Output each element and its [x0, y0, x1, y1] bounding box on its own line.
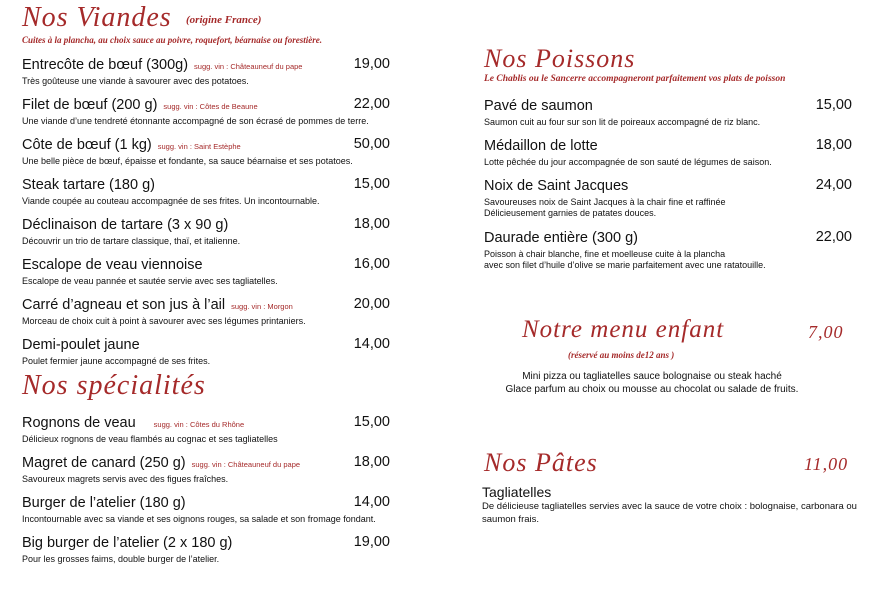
enfant-description — [462, 370, 842, 396]
item-name: Burger de l’atelier (180 g) — [22, 495, 186, 511]
wine-suggestion: sugg. vin : Côtes du Rhône — [153, 420, 245, 429]
item-price: 18,00 — [815, 137, 852, 153]
wine-suggestion: sugg. vin : Châteauneuf du pape — [194, 62, 303, 71]
item-description: Viande coupée au couteau accompagnée de ses frites. Un incontournable. — [22, 196, 320, 206]
enfant-price: 7,00 — [808, 322, 844, 342]
specialites-list — [22, 414, 390, 574]
item-price: 15,00 — [353, 176, 390, 192]
item-price: 19,00 — [353, 56, 390, 72]
item-description: Incontournable avec sa viande et ses oignons rouges, sa salade et son fromage fondant. — [22, 514, 376, 524]
menu-item — [22, 96, 390, 136]
menu-item — [484, 97, 852, 137]
item-price: 18,00 — [353, 454, 390, 470]
item-description: Savoureuses noix de Saint Jacques à la chair fine et raffinée — [484, 197, 726, 207]
item-price: 24,00 — [815, 177, 852, 193]
item-description: Poisson à chair blanche, fine et moelleuse cuite à la plancha — [484, 249, 726, 259]
menu-item — [484, 137, 852, 177]
item-description: Une belle pièce de bœuf, épaisse et fondante, sa sauce béarnaise et ses potatoes. — [22, 156, 353, 166]
menu-item — [22, 454, 390, 494]
poissons-list — [484, 97, 852, 281]
item-description: Très goûteuse une viande à savourer avec des potatoes. — [22, 76, 249, 86]
item-name: Magret de canard (250 g) — [22, 455, 186, 471]
menu-item — [22, 216, 390, 256]
item-price: 14,00 — [353, 336, 390, 352]
viandes-list — [22, 56, 390, 376]
item-description: Morceau de choix cuit à point à savourer avec ses légumes printaniers. — [22, 316, 306, 326]
menu-item — [484, 229, 852, 281]
viandes-subtitle: Cuites à la plancha, au choix sauce au poivre, roquefort, béarnaise ou forestière. — [22, 35, 323, 45]
menu-item — [22, 296, 390, 336]
wine-suggestion: sugg. vin : Morgon — [231, 302, 293, 311]
item-price: 20,00 — [353, 296, 390, 312]
item-description: Découvrir un trio de tartare classique, thaï, et italienne. — [22, 236, 241, 246]
item-name: Pavé de saumon — [484, 98, 593, 114]
item-price: 22,00 — [353, 96, 390, 112]
wine-suggestion: sugg. vin : Côtes de Beaune — [163, 102, 258, 111]
item-price: 50,00 — [353, 136, 390, 152]
viandes-origin: (origine France) — [186, 14, 262, 26]
wine-suggestion: sugg. vin : Saint Estèphe — [157, 142, 241, 151]
item-price: 14,00 — [353, 494, 390, 510]
item-description: Escalope de veau pannée et sautée servie avec ses tagliatelles. — [22, 276, 278, 286]
menu-item — [22, 494, 390, 534]
item-name: Big burger de l’atelier (2 x 180 g) — [22, 535, 233, 551]
wine-suggestion: sugg. vin : Châteauneuf du pape — [191, 460, 301, 469]
item-description: Une viande d’une tendreté étonnante accompagné de son écrasé de pommes de terre. — [22, 116, 369, 126]
item-name: Daurade entière (300 g) — [484, 230, 638, 246]
menu-item — [22, 256, 390, 296]
pates-title: Nos Pâtes — [484, 448, 598, 477]
menu-item — [484, 177, 852, 229]
enfant-age-note: (réservé au moins de12 ans ) — [568, 350, 675, 360]
item-price: 22,00 — [815, 229, 852, 245]
item-price: 15,00 — [353, 414, 390, 430]
enfant-title: Notre menu enfant — [522, 316, 725, 343]
specialites-title: Nos spécialités — [22, 370, 206, 401]
menu-item — [22, 136, 390, 176]
item-description-2: avec son filet d’huile d’olive se marie parfaitement avec une ratatouille. — [484, 260, 766, 270]
menu-item — [22, 414, 390, 454]
menu-item — [22, 534, 390, 574]
menu-item — [22, 176, 390, 216]
item-name: Entrecôte de bœuf (300g) — [22, 57, 189, 73]
item-description: Pour les grosses faims, double burger de l’atelier. — [22, 554, 220, 564]
pates-item-name: Tagliatelles — [482, 484, 552, 500]
pates-price: 11,00 — [804, 454, 849, 474]
item-name: Carré d’agneau et son jus à l’ail — [22, 297, 226, 313]
item-name: Demi-poulet jaune — [22, 337, 140, 353]
viandes-title: Nos Viandes — [22, 2, 172, 33]
item-description: Saumon cuit au four sur son lit de poireaux accompagné de riz blanc. — [484, 117, 761, 127]
poissons-title: Nos Poissons — [484, 44, 636, 73]
item-description: Délicieux rognons de veau flambés au cognac et ses tagliatelles — [22, 434, 278, 444]
item-price: 18,00 — [353, 216, 390, 232]
pates-description: De délicieuse tagliatelles servies avec la sauce de votre choix : bolognaise, carbonara ou saumon frais. — [482, 501, 857, 525]
item-description: Savoureux magrets servis avec des figues fraîches. — [22, 474, 229, 484]
item-description: Poulet fermier jaune accompagné de ses frites. — [22, 356, 211, 366]
item-name: Steak tartare (180 g) — [22, 177, 155, 193]
enfant-line-1: Mini pizza ou tagliatelles sauce bolognaise ou steak haché — [522, 371, 782, 382]
item-name: Côte de bœuf (1 kg) — [22, 137, 152, 153]
item-description: Lotte pêchée du jour accompagnée de son sauté de légumes de saison. — [484, 157, 772, 167]
poissons-subtitle: Le Chablis ou le Sancerre accompagneront parfaitement vos plats de poisson — [484, 74, 786, 84]
item-price: 15,00 — [815, 97, 852, 113]
item-price: 19,00 — [353, 534, 390, 550]
item-price: 16,00 — [353, 256, 390, 272]
item-name: Escalope de veau viennoise — [22, 257, 203, 273]
enfant-line-2: Glace parfum au choix ou mousse au chocolat ou salade de fruits. — [505, 384, 799, 395]
item-name: Filet de bœuf (200 g) — [22, 97, 158, 113]
item-name: Rognons de veau — [22, 415, 136, 431]
item-description-2: Délicieusement garnies de patates douces. — [484, 208, 657, 218]
item-name: Noix de Saint Jacques — [484, 178, 629, 194]
item-name: Médaillon de lotte — [484, 138, 598, 154]
menu-item — [22, 56, 390, 96]
item-name: Déclinaison de tartare (3 x 90 g) — [22, 217, 229, 233]
